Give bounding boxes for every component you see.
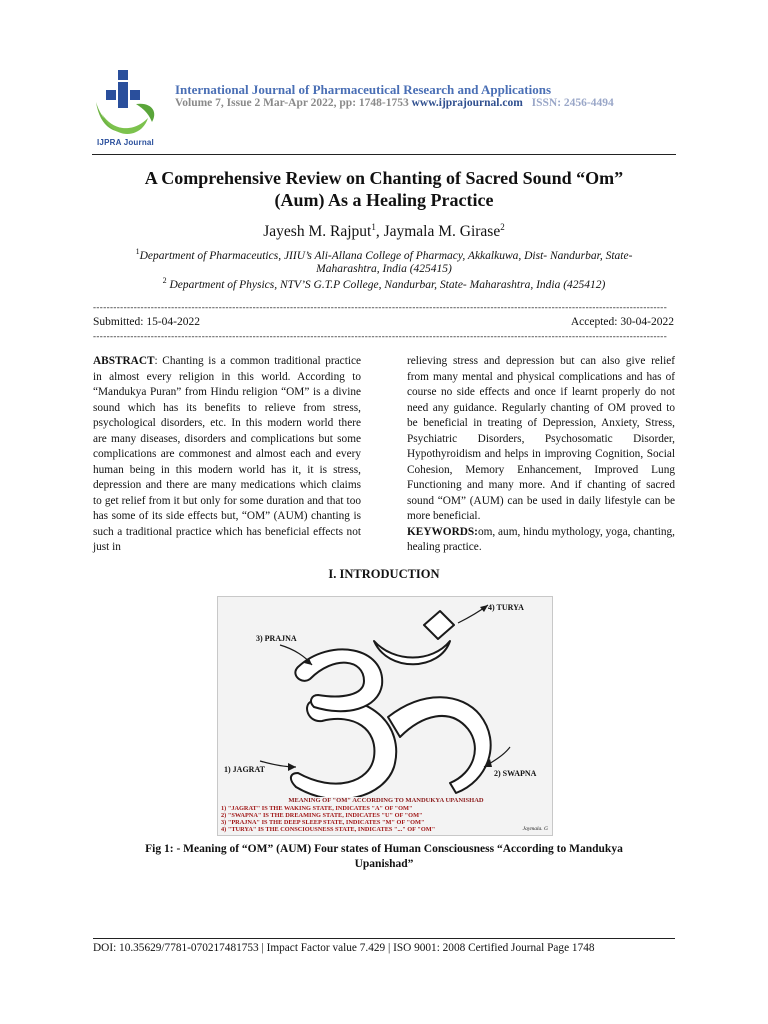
- caption-line-2: Upanishad”: [354, 858, 414, 870]
- issn: ISSN: 2456-4494: [531, 97, 614, 109]
- footer-rule: [93, 938, 675, 939]
- paper-title: [70, 167, 698, 211]
- affiliation-2-sup: 2: [162, 276, 167, 285]
- logo-text: IJPRA Journal: [97, 138, 154, 147]
- figure-notes: [221, 805, 435, 833]
- figure-caption: [105, 842, 663, 872]
- affiliation-1-sup: 1: [135, 247, 140, 256]
- author-2: Jaymala M. Girase: [383, 223, 501, 241]
- figure-note-2: 2) "SWAPNA" IS THE DREAMING STATE, INDICATES "U" OF "OM": [221, 812, 423, 819]
- om-symbol-drawing: [218, 597, 554, 797]
- volume-info: Volume 7, Issue 2 Mar-Apr 2022, pp: 1748-1753: [175, 97, 409, 109]
- title-line-1: A Comprehensive Review on Chanting of Sacred Sound “Om”: [144, 168, 624, 188]
- journal-name: International Journal of Pharmaceutical Research and Applications: [175, 82, 552, 97]
- abstract-left-column: [93, 354, 361, 556]
- affiliation-1-line-1: Department of Pharmaceutics, JIIU’s Ali-Allana College of Pharmacy, Akkalkuwa, Dist- Nandurbar, State-: [139, 249, 633, 262]
- dash-separator-top: -------------------------------------------------------------------------------------------------------------------------------------------------------------------------: [93, 303, 668, 311]
- label-turya: 4) TURYA: [488, 603, 524, 612]
- keywords-label: KEYWORDS:: [407, 525, 478, 538]
- abstract-label: ABSTRACT: [93, 355, 155, 367]
- author-1-sup: 1: [371, 222, 376, 232]
- submitted-date: Submitted: 15-04-2022: [93, 316, 201, 328]
- label-swapna: 2) SWAPNA: [494, 769, 537, 778]
- om-figure: [217, 596, 553, 836]
- abstract-text-left: : Chanting is a common traditional practice in almost every religion in this world. According to “Mandukya Puran” from Hindu religion “OM” is a divine sound which has its benefits to relieve from stress, psychological disorders, etc. In this modern world there are many diseases, disorders and complications but some complications are commonest and almost each and every human being in this modern world has it, it is stress, depression and there are many medications which claims to get relief from it but only for some duration and that too has some of its side effects but, “OM” (AUM) chanting is such a traditional practice which has beneficial effects not just in: [93, 355, 361, 553]
- figure-signature: Jaymala. G: [522, 826, 548, 832]
- accepted-date: Accepted: 30-04-2022: [570, 316, 674, 328]
- section-heading-introduction: I. INTRODUCTION: [328, 567, 440, 581]
- label-jagrat: 1) JAGRAT: [224, 765, 265, 774]
- title-line-2: (Aum) As a Healing Practice: [274, 190, 494, 210]
- journal-info: [175, 97, 614, 109]
- author-list: [0, 222, 768, 241]
- keywords: [407, 525, 675, 556]
- abstract-right-column: [407, 354, 675, 556]
- author-2-sup: 2: [500, 222, 505, 232]
- author-separator: ,: [375, 223, 384, 241]
- caption-line-1: Fig 1: - Meaning of “OM” (AUM) Four states of Human Consciousness “According to Mandukya: [145, 843, 623, 855]
- label-prajna: 3) PRAJNA: [256, 634, 297, 643]
- figure-note-3: 3) "PRAJNA" IS THE DEEP SLEEP STATE, INDICATES "M" OF "OM": [221, 819, 425, 826]
- figure-note-1: 1) "JAGRAT" IS THE WAKING STATE, INDICATES "A" OF "OM": [221, 805, 413, 812]
- affiliation-1-line-2: Maharashtra, India (425415): [316, 262, 452, 275]
- dash-separator-bottom: -------------------------------------------------------------------------------------------------------------------------------------------------------------------------: [93, 332, 668, 340]
- page-footer: DOI: 10.35629/7781-070217481753 | Impact Factor value 7.429 | ISO 9001: 2008 Certified Journal Page 1748: [93, 942, 595, 954]
- affiliation-1: [95, 245, 673, 276]
- journal-url[interactable]: www.ijprajournal.com: [411, 97, 523, 109]
- figure-title: MEANING OF "OM" ACCORDING TO MANDUKYA UPANISHAD: [288, 797, 484, 804]
- author-1: Jayesh M. Rajput: [263, 223, 372, 241]
- abstract-text-right: relieving stress and depression but can also give relief from many mental and physical complications and has of course no side effects and once if learnt properly do not need any guidance. Regularly chanting of OM proved to be beneficial in treating of Depression, Anxiety, Stress, Psychiatric Disorders, Psychosomatic Disorder, Hypothyroidism and helps in improving Cognition, Social Cohesion, Memory Enhancement, Improved Lung Functioning and many more. And if chanting of sacred sound “OM” (AUM) can be used in daily lifestyle can be more beneficial.: [407, 355, 675, 522]
- affiliation-2: [95, 274, 673, 292]
- affiliation-2-text: Department of Physics, NTV’S G.T.P College, Nandurbar, State- Maharashtra, India (425412): [166, 278, 606, 291]
- keywords-text: om, aum, hindu mythology, yoga, chanting, healing practice.: [407, 525, 675, 553]
- figure-note-4: 4) "TURYA" IS THE CONSCIOUSNESS STATE, INDICATES "..." OF "OM": [221, 826, 436, 833]
- header-rule: [92, 154, 676, 155]
